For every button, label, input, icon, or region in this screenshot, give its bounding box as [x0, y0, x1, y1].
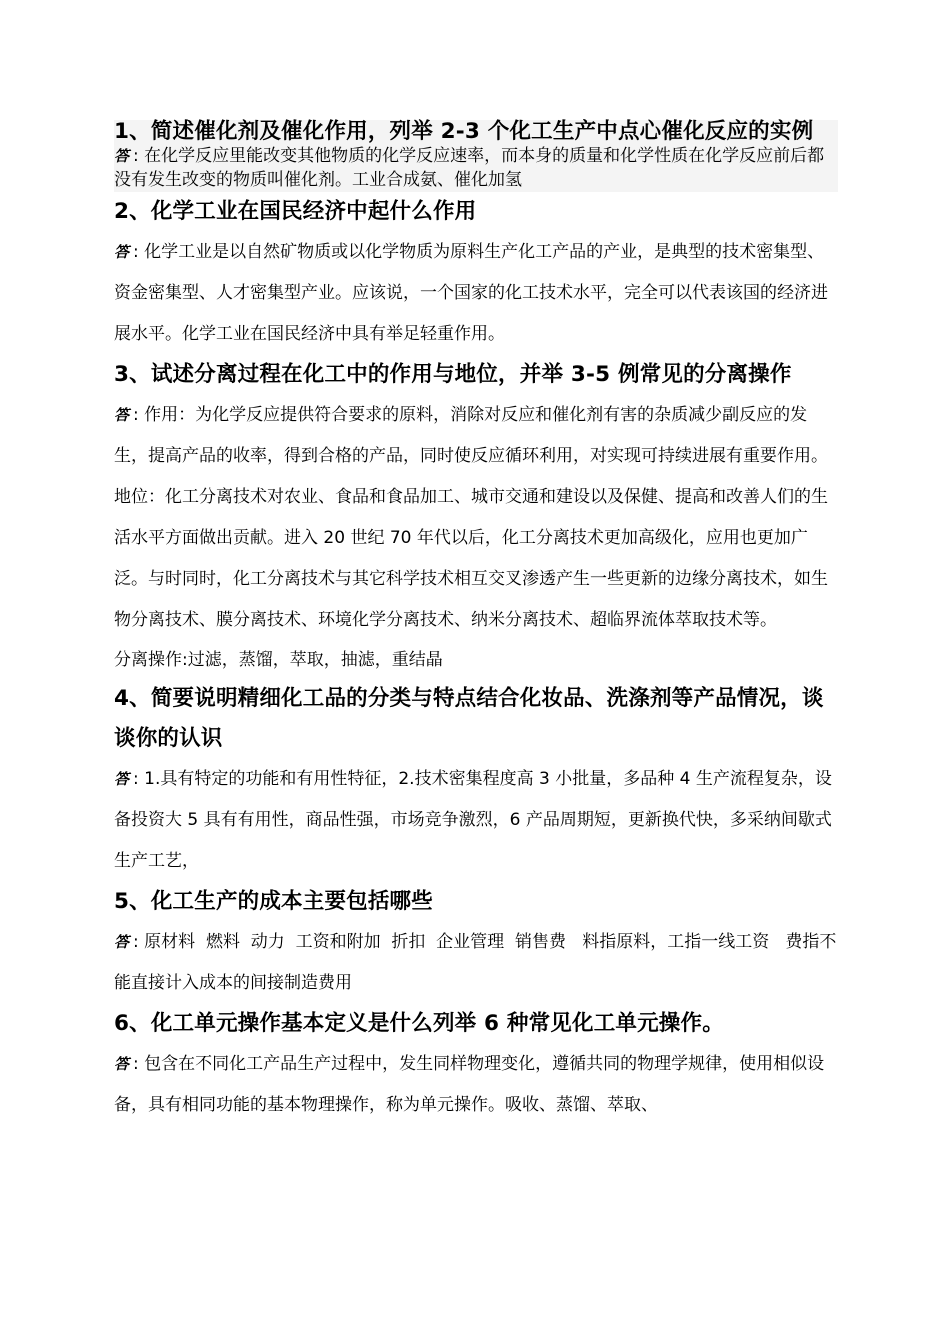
section-4 — [114, 679, 838, 882]
answer-1 — [114, 144, 838, 192]
answer-text-3: : 作用：为化学反应提供符合要求的原料，消除对反应和催化剂有害的杂质减少副反应的发生，提高产品的收率，得到合格的产品，同时使反应循环利用，对实现可持续进展有重要作用。地位：化工分离技术对农业、食品和食品加工、城市交通和建设以及保健、提高和改善人们的生活水平方面做出贡献。进入 20 世纪 70 年代以后，化工分离技术更加高级化，应用也更加广泛。与时同时，化工分离技术与其它科学技术相互交叉渗透产生一些更新的边缘分离技术，如生物分离技术、膜分离技术、环境化学分离技术、纳米分离技术、超临界流体萃取技术等。 — [114, 405, 828, 630]
answer-label-6: 答 — [114, 1055, 130, 1073]
answer-label-4: 答 — [114, 770, 130, 788]
question-title-6: 6、化工单元操作基本定义是什么列举 6 种常见化工单元操作。 — [114, 1011, 724, 1036]
answer-label-3: 答 — [114, 406, 130, 424]
question-title-5: 5、化工生产的成本主要包括哪些 — [114, 889, 433, 914]
document-page — [114, 120, 838, 1126]
answer-5 — [114, 922, 838, 1004]
question-title-4: 4、简要说明精细化工品的分类与特点结合化妆品、洗涤剂等产品情况，谈谈你的认识 — [114, 686, 824, 751]
answer-text-2: : 化学工业是以自然矿物质或以化学物质为原料生产化工产品的产业，是典型的技术密集型、资金密集型、人才密集型产业。应该说，一个国家的化工技术水平，完全可以代表该国的经济进展水平。化学工业在国民经济中具有举足轻重作用。 — [114, 242, 828, 344]
section-2 — [114, 192, 838, 355]
section-6 — [114, 1004, 838, 1126]
separation-operations: 分离操作:过滤，蒸馏，萃取，抽滤，重结晶 — [114, 650, 443, 670]
answer-6 — [114, 1044, 838, 1126]
question-title-1: 1、简述催化剂及催化作用，列举 2-3 个化工生产中点心催化反应的实例 — [114, 119, 814, 144]
section-5 — [114, 882, 838, 1004]
answer-4 — [114, 759, 838, 882]
answer-text-1: : 在化学反应里能改变其他物质的化学反应速率，而本身的质量和化学性质在化学反应前后都没有发生改变的物质叫催化剂。工业合成氨、催化加氢 — [114, 146, 825, 190]
answer-2 — [114, 232, 838, 355]
question-title-3: 3、试述分离过程在化工中的作用与地位，并举 3-5 例常见的分离操作 — [114, 362, 792, 387]
answer-3 — [114, 395, 838, 641]
question-title-2: 2、化学工业在国民经济中起什么作用 — [114, 199, 477, 224]
section-1 — [114, 120, 838, 192]
answer-label-1: 答 — [114, 147, 130, 165]
answer-text-6: : 包含在不同化工产品生产过程中，发生同样物理变化，遵循共同的物理学规律，使用相似设备，具有相同功能的基本物理操作，称为单元操作。吸收、蒸馏、萃取、 — [114, 1054, 825, 1115]
answer-text-5: : 原材料 燃料 动力 工资和附加 折扣 企业管理 销售费 料指原料，工指一线工资 费指不能直接计入成本的间接制造费用 — [114, 932, 837, 993]
answer-label-2: 答 — [114, 243, 130, 261]
section-3 — [114, 355, 838, 679]
answer-label-5: 答 — [114, 933, 130, 951]
answer-text-4: : 1.具有特定的功能和有用性特征，2.技术密集程度高 3 小批量，多品种 4 生产流程复杂，设备投资大 5 具有有用性，商品性强，市场竞争激烈，6 产品周期短，更新换代快，多采纳间歇式生产工艺， — [114, 769, 832, 871]
